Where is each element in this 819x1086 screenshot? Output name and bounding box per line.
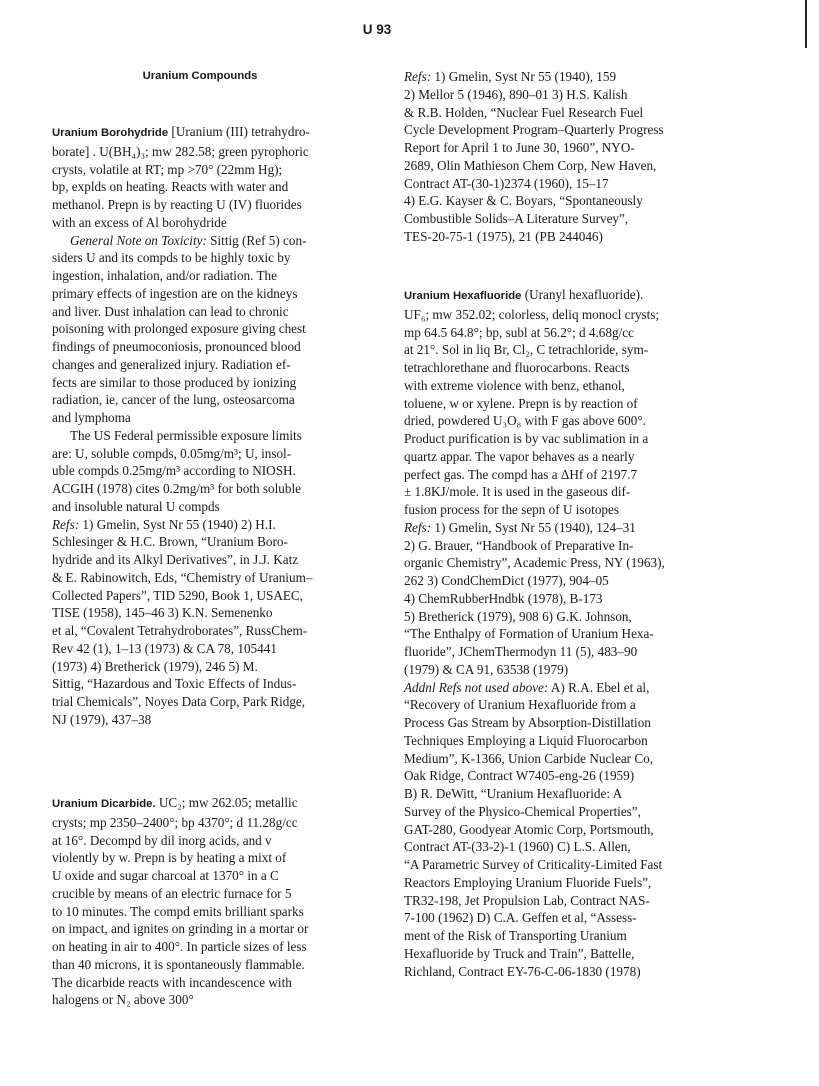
text-line: Oak Ridge, Contract W7405-eng-26 (1959) — [404, 768, 635, 784]
text-line: findings of pneumoconiosis, pronounced blood — [52, 339, 301, 354]
text-line: “Recovery of Uranium Hexafluoride from a — [404, 697, 636, 713]
text-line: borate] . U(BH₄)₃; mw 282.58; green pyrophoric — [52, 143, 309, 159]
text-line: & R.B. Holden, “Nuclear Fuel Research Fuel — [404, 104, 644, 120]
text-line: trial Chemicals”, Noyes Data Corp, Park Ridge, — [52, 694, 306, 709]
text-line: poisoning with prolonged exposure giving chest — [52, 321, 306, 337]
text-line: 2) Mellor 5 (1946), 890–01 3) H.S. Kalish — [404, 86, 628, 102]
entry-first-line: Uranium Borohydride [Uranium (III) tetrahydro- — [52, 124, 310, 139]
text-line: UF₆; mw 352.02; colorless, deliq monocl crysts; — [404, 306, 660, 322]
text-line: Collected Papers”, TID 5290, Book 1, USAEC, — [52, 587, 304, 603]
entry-heading: Uranium Borohydride — [52, 127, 169, 139]
text-line: 262 3) CondChemDict (1977), 904–05 — [404, 573, 609, 588]
text-line: with extreme violence with benz, ethanol, — [404, 377, 625, 393]
addnl-refs-first-line: Addnl Refs not used above: A) R.A. Ebel et al, — [404, 679, 650, 695]
text-line: toluene, w or xylene. Prepn is by reaction of — [404, 395, 638, 411]
entry-uranium-hexafluoride — [404, 286, 704, 980]
text-line: hydride and its Alkyl Derivatives”, in J.J. Katz — [52, 552, 299, 567]
text-line: Rev 42 (1), 1–13 (1973) & CA 78, 105441 — [52, 640, 277, 656]
entry-uranium-borohydride — [52, 123, 348, 729]
text-line: are: U, soluble compds, 0.05mg/m³; U, insol- — [52, 445, 292, 461]
page-edge-line — [805, 0, 807, 48]
addnl-refs-label: Addnl Refs not used above: — [404, 679, 549, 695]
text-line: Contract AT-(30-1)2374 (1960), 15–17 — [404, 175, 609, 191]
text-line: The dicarbide reacts with incandescence with — [52, 974, 292, 990]
text-line: Report for April 1 to June 30, 1960”, NYO- — [404, 140, 635, 155]
text-line: The US Federal permissible exposure limits — [70, 427, 302, 443]
refs-label: Refs: — [404, 69, 432, 84]
text-line: organic Chemistry”, Academic Press, NY (1963), — [404, 555, 665, 571]
text-line: on heating in air to 400°. In particle sizes of less — [52, 939, 307, 954]
text-line: crucible by means of an electric furnace for 5 — [52, 885, 292, 901]
text-line: quartz appar. The vapor behaves as a nearly — [404, 448, 635, 464]
text-line: bp, explds on heating. Reacts with water and — [52, 179, 289, 195]
text-line: Process Gas Stream by Absorption-Distillation — [404, 715, 651, 730]
text-line: mp 64.5 64.8°; bp, subl at 56.2°; d 4.68g/cc — [404, 324, 634, 340]
text-line: fluoride”, JChemThermodyn 11 (5), 483–90 — [404, 644, 638, 659]
text-line: 2) G. Brauer, “Handbook of Preparative In- — [404, 537, 634, 553]
text-line: than 40 microns, it is spontaneously flammable. — [52, 956, 305, 972]
entry-heading: Uranium Hexafluoride — [404, 290, 522, 302]
text-line: Reactors Employing Uranium Fluoride Fuels”, — [404, 874, 652, 890]
refs-first-line: Refs: 1) Gmelin, Syst Nr 55 (1940) 2) H.I. — [52, 516, 276, 532]
text-line: TES-20-75-1 (1975), 21 (PB 244046) — [404, 228, 603, 244]
entry-first-line: Uranium Dicarbide. UC₂; mw 262.05; metallic — [52, 795, 298, 810]
entry-heading: Uranium Dicarbide. — [52, 798, 156, 810]
text-line: and insoluble natural U compds — [52, 498, 220, 514]
text-line: “The Enthalpy of Formation of Uranium Hexa- — [404, 626, 654, 642]
text-line: ingestion, inhalation, and/or radiation. The — [52, 268, 277, 283]
text-line: fusion process for the sepn of U isotopes — [404, 502, 619, 517]
text-line: at 16°. Decompd by dil inorg acids, and v — [52, 832, 272, 848]
text-line: 2689, Olin Mathieson Chem Corp, New Haven, — [404, 157, 657, 173]
text-line: Richland, Contract EY-76-C-06-1830 (1978) — [404, 963, 641, 979]
text-line: tetrachlorethane and fluorocarbons. Reacts — [404, 360, 630, 375]
text-line: on impact, and ignites on grinding in a mortar or — [52, 921, 309, 937]
text-line: methanol. Prepn is by reacting U (IV) fluorides — [52, 197, 302, 212]
text-line: (1979) & CA 91, 63538 (1979) — [404, 661, 569, 677]
text-line: ment of the Risk of Transporting Uranium — [404, 928, 627, 943]
refs-label: Refs: — [52, 516, 80, 532]
continued-references — [404, 68, 704, 246]
text-line: ACGIH (1978) cites 0.2mg/m³ for both soluble — [52, 481, 301, 496]
text-line: and liver. Dust inhalation can lead to chronic — [52, 303, 289, 319]
text-line: Product purification is by vac sublimation in a — [404, 431, 649, 446]
text-line: at 21°. Sol in liq Br, Cl₂, C tetrachloride, sym- — [404, 342, 649, 358]
section-header — [52, 68, 348, 86]
page-number: U 93 — [362, 22, 392, 37]
text-line: Combustible Solids–A Literature Survey”, — [404, 211, 629, 226]
text-line: U oxide and sugar charcoal at 1370° in a C — [52, 868, 279, 883]
refs-first-line: Refs: 1) Gmelin, Syst Nr 55 (1940), 159 — [404, 69, 617, 84]
text-line: crysts; mp 2350–2400°; bp 4370°; d 11.28g/cc — [52, 814, 298, 830]
text-line: GAT-280, Goodyear Atomic Corp, Portsmouth, — [404, 821, 654, 837]
text-line: crysts, volatile at RT; mp >70° (22mm Hg); — [52, 161, 283, 177]
text-line: fects are similar to those produced by ionizing — [52, 374, 297, 390]
text-line: & E. Rabinowitch, Eds, “Chemistry of Uranium– — [52, 569, 313, 585]
text-line: violently by w. Prepn is by heating a mixt of — [52, 850, 287, 866]
text-line: Schlesinger & H.C. Brown, “Uranium Boro- — [52, 534, 288, 550]
text-line: 4) ChemRubberHndbk (1978), B-173 — [404, 590, 603, 606]
toxicity-first-line: General Note on Toxicity: Sittig (Ref 5) con- — [70, 232, 307, 248]
text-line: (1973) 4) Bretherick (1979), 246 5) M. — [52, 658, 258, 674]
entry-uranium-dicarbide — [52, 794, 348, 1009]
text-line: NJ (1979), 437–38 — [52, 711, 152, 727]
text-line: Medium”, K-1366, Union Carbide Nuclear Co, — [404, 750, 654, 766]
text-line: 5) Bretherick (1979), 908 6) G.K. Johnson, — [404, 608, 632, 624]
text-line: Contract AT-(33-2)-1 (1960) C) L.S. Allen, — [404, 839, 631, 855]
text-line: ± 1.8KJ/mole. It is used in the gaseous dif- — [404, 484, 631, 500]
text-line: 7-100 (1962) D) C.A. Geffen et al, “Assess- — [404, 910, 637, 926]
entry-first-line: Uranium Hexafluoride (Uranyl hexafluoride). — [404, 287, 644, 302]
refs-label: Refs: — [404, 519, 432, 535]
text-line: Sittig, “Hazardous and Toxic Effects of Indus- — [52, 676, 297, 692]
text-line: dried, powdered U₃O₈ with F gas above 600°. — [404, 413, 646, 429]
text-line: et al, “Covalent Tetrahydroborates”, RussChem- — [52, 623, 308, 638]
text-line: Survey of the Physico-Chemical Properties”, — [404, 803, 641, 819]
text-line: siders U and its compds to be highly toxic by — [52, 250, 291, 266]
text-line: uble compds 0.25mg/m³ according to NIOSH. — [52, 463, 296, 479]
text-line: 4) E.G. Kayser & C. Boyars, “Spontaneously — [404, 193, 643, 209]
text-line: Techniques Employing a Liquid Fluorocarbon — [404, 732, 648, 748]
text-line: primary effects of ingestion are on the kidneys — [52, 285, 298, 301]
section-title: Uranium Compounds — [142, 70, 258, 82]
text-line: with an excess of Al borohydride — [52, 214, 227, 230]
text-line: changes and generalized injury. Radiation ef- — [52, 356, 291, 372]
refs-first-line: Refs: 1) Gmelin, Syst Nr 55 (1940), 124–31 — [404, 519, 636, 535]
text-line: Cycle Development Program–Quarterly Progress — [404, 122, 664, 138]
text-line: “A Parametric Survey of Criticality-Limited Fast — [404, 857, 663, 872]
text-line: perfect gas. The compd has a ΔHf of 2197.7 — [404, 466, 638, 482]
toxicity-label: General Note on Toxicity: — [70, 232, 207, 248]
text-line: radiation, ie, cancer of the lung, osteosarcoma — [52, 392, 295, 408]
text-line: TR32-198, Jet Propulsion Lab, Contract NAS- — [404, 892, 650, 908]
text-line: B) R. DeWitt, “Uranium Hexafluoride: A — [404, 786, 623, 801]
text-line: halogens or N₂ above 300° — [52, 992, 194, 1008]
text-line: and lymphoma — [52, 410, 131, 425]
text-line: Hexafluoride by Truck and Train”, Battelle, — [404, 945, 635, 961]
text-line: TISE (1958), 145–46 3) K.N. Semenenko — [52, 605, 273, 621]
text-line: to 10 minutes. The compd emits brilliant sparks — [52, 903, 304, 919]
